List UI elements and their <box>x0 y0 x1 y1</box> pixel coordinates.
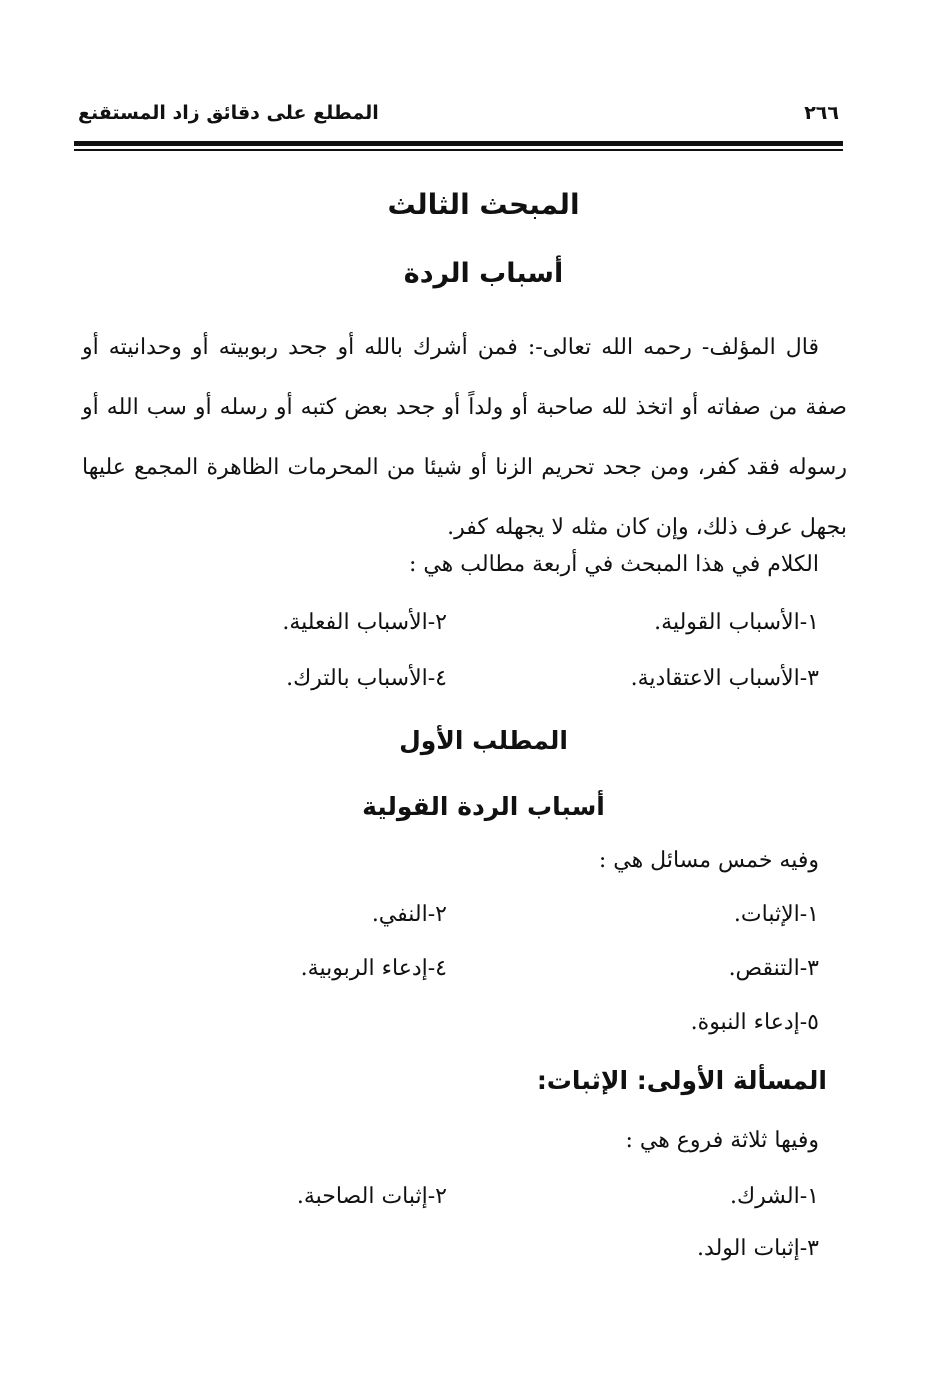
header-rule-thin <box>74 149 843 151</box>
overview-lead: الكلام في هذا المبحث في أربعة مطالب هي : <box>408 552 819 577</box>
list-item: ١-الإثبات. <box>733 902 819 927</box>
list-item: ٢-النفي. <box>371 902 447 927</box>
list-item: ٤-إدعاء الربوبية. <box>300 956 447 981</box>
header-rule-thick <box>74 141 843 146</box>
issue-title: المسألة الأولى: الإثبات: <box>536 1066 827 1095</box>
book-title: المطلع على دقائق زاد المستقنع <box>78 102 379 124</box>
page-header <box>78 102 839 138</box>
topic-lead: وفيه خمس مسائل هي : <box>598 848 819 873</box>
page-number: ٢٦٦ <box>804 102 839 124</box>
list-item: ١-الشرك. <box>730 1184 819 1209</box>
list-item: ٥-إدعاء النبوة. <box>690 1010 819 1035</box>
section-title: المبحث الثالث <box>387 188 580 221</box>
list-item: ١-الأسباب القولية. <box>654 610 819 635</box>
list-item: ٤-الأسباب بالترك. <box>286 666 447 691</box>
list-item: ٣-إثبات الولد. <box>697 1236 819 1261</box>
intro-paragraph: قال المؤلف- رحمه الله تعالى-: فمن أشرك بالله أو جحد ربوبيته أو وحدانيته أو صفة من صفاته أو اتخذ لله صاحبة أو ولداً أو جحد بعض كتبه أو رسله أو سب الله أو رسوله فقد كفر، ومن جحد تحريم الزنا أو شيئا من المحرمات الظاهرة المجمع عليها بجهل عرف ذلك، وإن كان مثله لا يجهله كفر. <box>82 335 847 540</box>
list-item: ٣-التنقص. <box>728 956 819 981</box>
issue-lead: وفيها ثلاثة فروع هي : <box>625 1128 819 1153</box>
topic-title: المطلب الأول <box>399 726 568 755</box>
topic-subtitle: أسباب الردة القولية <box>362 792 605 821</box>
list-item: ٢-الأسباب الفعلية. <box>282 610 447 635</box>
list-item: ٢-إثبات الصاحبة. <box>296 1184 447 1209</box>
section-subtitle: أسباب الردة <box>403 258 564 289</box>
list-item: ٣-الأسباب الاعتقادية. <box>630 666 819 691</box>
